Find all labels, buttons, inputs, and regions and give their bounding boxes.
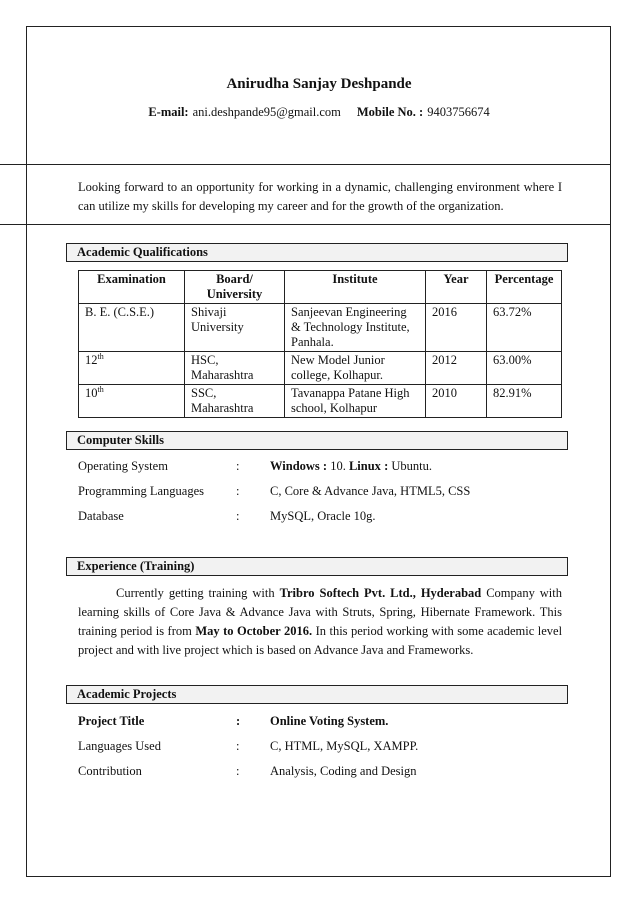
cell-board: Shivaji University xyxy=(185,304,285,352)
mobile-value: 9403756674 xyxy=(427,105,490,119)
mobile-label: Mobile No. : xyxy=(356,105,424,119)
colon: : xyxy=(236,509,240,523)
table-row xyxy=(79,304,562,352)
cell-year: 2012 xyxy=(426,352,487,385)
col-year: Year xyxy=(426,271,487,304)
colon: : xyxy=(236,739,240,753)
contact-line xyxy=(0,105,638,120)
cell-percentage: 63.72% xyxy=(487,304,562,352)
database-label: Database xyxy=(78,509,124,523)
section-experience: Experience (Training) xyxy=(66,557,568,576)
cell-institute: Tavanappa Patane High school, Kolhapur xyxy=(285,385,426,418)
cell-exam: B. E. (C.S.E.) xyxy=(79,304,185,352)
programming-label: Programming Languages xyxy=(78,484,205,498)
cell-institute: Sanjeevan Engineering & Technology Institute, Panhala. xyxy=(285,304,426,352)
cell-percentage: 63.00% xyxy=(487,352,562,385)
colon: : xyxy=(236,484,240,498)
cell-year: 2010 xyxy=(426,385,487,418)
languages-label: Languages Used xyxy=(78,739,161,753)
email-label: E-mail: xyxy=(148,105,189,119)
section-academic-projects: Academic Projects xyxy=(66,685,568,704)
colon: : xyxy=(236,714,241,728)
programming-value: C, Core & Advance Java, HTML5, CSS xyxy=(270,484,471,498)
contribution-label: Contribution xyxy=(78,764,142,778)
cell-exam: 12th xyxy=(79,352,185,385)
divider-bottom xyxy=(0,224,611,225)
table-header-row xyxy=(79,271,562,304)
col-institute: Institute xyxy=(285,271,426,304)
contribution-value: Analysis, Coding and Design xyxy=(270,764,417,778)
candidate-name: Anirudha Sanjay Deshpande xyxy=(226,76,412,92)
database-value: MySQL, Oracle 10g. xyxy=(270,509,376,523)
colon: : xyxy=(236,459,240,473)
col-percentage: Percentage xyxy=(487,271,562,304)
table-row xyxy=(79,352,562,385)
cell-board: SSC, Maharashtra xyxy=(185,385,285,418)
os-label: Operating System xyxy=(78,459,168,473)
cell-board: HSC, Maharashtra xyxy=(185,352,285,385)
colon: : xyxy=(236,764,240,778)
section-computer-skills: Computer Skills xyxy=(66,431,568,450)
cell-institute: New Model Junior college, Kolhapur. xyxy=(285,352,426,385)
objective-text: Looking forward to an opportunity for working in a dynamic, challenging environment where I can utilize my skills for developing my career and for the growth of the organization. xyxy=(78,180,562,213)
languages-value: C, HTML, MySQL, XAMPP. xyxy=(270,739,419,753)
project-title-label: Project Title xyxy=(78,714,145,728)
divider-top xyxy=(0,164,611,165)
qualifications-table xyxy=(78,270,562,418)
cell-exam: 10th xyxy=(79,385,185,418)
email-value: ani.deshpande95@gmail.com xyxy=(192,105,341,119)
col-examination: Examination xyxy=(79,271,185,304)
cell-percentage: 82.91% xyxy=(487,385,562,418)
experience-text: Currently getting training with Tribro Softech Pvt. Ltd., Hyderabad Company with learning skills of Core Java & Advance Java with Struts, Spring, Hibernate Framework. This training period is from May to October 2016. In this period working with some academic level project and with live project which is based on Advance Java and Frameworks. xyxy=(78,586,563,657)
col-board: Board/ University xyxy=(185,271,285,304)
os-value: Windows : 10. Linux : Ubuntu. xyxy=(270,459,432,473)
section-academic-qualifications: Academic Qualifications xyxy=(66,243,568,262)
project-title-value: Online Voting System. xyxy=(270,714,389,728)
table-row xyxy=(79,385,562,418)
cell-year: 2016 xyxy=(426,304,487,352)
